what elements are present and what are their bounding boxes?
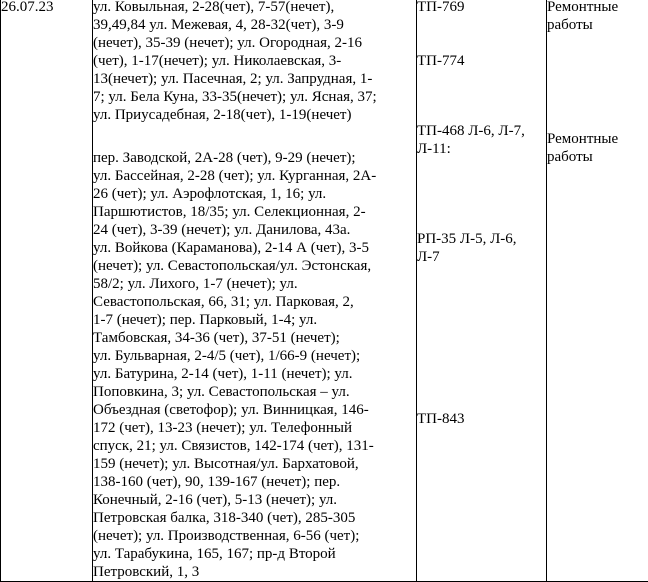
- substation-label: ТП-774: [417, 53, 465, 69]
- reason-cell: [547, 0, 648, 582]
- substation-label: ТП-468 Л-6, Л-7, Л-11:: [417, 123, 525, 157]
- address-block: ул. Ковыльная, 2-28(чет), 7-57(нечет), 39,49,84 ул. Межевая, 4, 28-32(чет), 3-9 (нечет), 35-39 (нечет); ул. Огородная, 2-16 (чет), 1-17(нечет); ул. Николаевская, 3- 13(нечет); ул. Пасечная, 2; ул. Запрудная, 1- 7; ул. Бела Куна, 33-35(нечет); ул. Ясная, 37; ул. Приусадебная, 2-18(чет), 1-19(нечет): [93, 0, 377, 123]
- outage-date: 26.07.23: [1, 0, 54, 15]
- outage-reason: Ремонтные работы: [547, 0, 619, 33]
- address-cell: [93, 0, 417, 582]
- address-block: пер. Заводской, 2А-28 (чет), 9-29 (нечет); ул. Бассейная, 2-28 (чет); ул. Курганная, 2А- 26 (чет); ул. Аэрофлотская, 1, 16; ул. Паршютистов, 18/35; ул. Селекционная, 2- 24 (чет), 3-39 (нечет); ул. Данилова, 43а. ул. Войкова (Караманова), 2-14 А (чет), 3-5 (нечет); ул. Севастопольская/ул. Эстонская, 58/2; ул. Лихого, 1-7 (нечет); ул. Севастопольская, 66, 31; ул. Парковая, 2, 1-7 (нечет); пер. Парковый, 1-4; ул. Тамбовская, 34-36 (чет), 37-51 (нечет); ул. Бульварная, 2-4/5 (чет), 1/66-9 (нечет); ул. Батурина, 2-14 (чет), 1-11 (нечет); ул. Поповкина, 3; ул. Севастопольская – ул. Объездная (светофор); ул. Винницкая, 146- 172 (чет), 13-23 (нечет); ул. Телефонный спуск, 21; ул. Связистов, 142-174 (чет), 131- 159 (нечет); ул. Высотная/ул. Бархатовой, 138-160 (чет), 90, 139-167 (нечет); пер. Конечный, 2-16 (чет), 5-13 (нечет); ул. Петровская балка, 318-340 (чет), 285-305 (нечет); ул. Производственная, 6-56 (чет); ул. Тарабукина, 165, 167; пр-д Второй Петровский, 1, 3: [93, 150, 377, 580]
- substation-label: ТП-769: [417, 0, 465, 15]
- substation-label: ТП-843: [417, 411, 465, 427]
- outage-reason: Ремонтные работы: [547, 131, 619, 165]
- substation-label: РП-35 Л-5, Л-6, Л-7: [417, 231, 517, 265]
- table-row: [1, 0, 648, 582]
- object-cell: [417, 0, 547, 582]
- date-cell: [1, 0, 93, 582]
